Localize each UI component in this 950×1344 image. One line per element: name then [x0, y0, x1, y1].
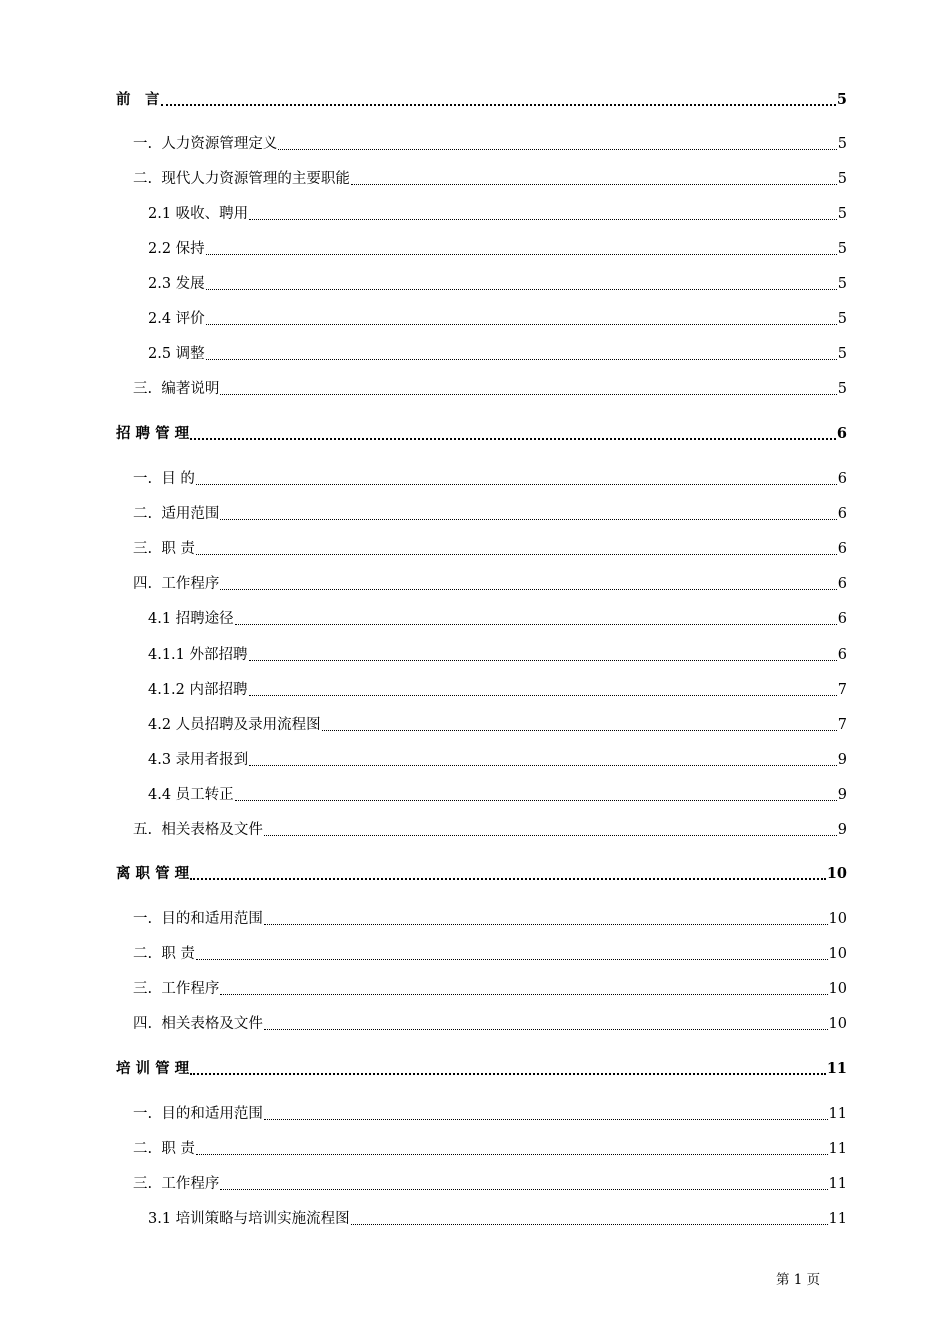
leader-dots	[196, 1153, 828, 1155]
toc-entry-label: 一. 人力资源管理定义	[133, 136, 278, 152]
toc-entry-label: 四. 相关表格及文件	[133, 1016, 263, 1032]
toc-page-number: 6	[837, 471, 847, 487]
toc-entry-label: 四. 工作程序	[133, 576, 220, 592]
toc-entry[interactable]	[133, 1103, 847, 1125]
leader-dots	[235, 799, 837, 801]
toc-entry-label: 4.3 录用者报到	[148, 752, 249, 768]
toc-page-number: 11	[828, 1211, 847, 1227]
toc-page-number: 6	[837, 576, 847, 592]
toc-page-number: 5	[837, 381, 847, 397]
toc-entry-label: 三. 职 责	[133, 541, 195, 557]
toc-entry[interactable]	[133, 1138, 847, 1160]
toc-page-number: 5	[837, 171, 847, 187]
leader-dots	[196, 483, 837, 485]
toc-entry[interactable]	[148, 238, 847, 260]
toc-entry[interactable]	[133, 503, 847, 525]
leader-dots	[220, 393, 836, 395]
toc-entry-label: 前 言	[116, 91, 160, 108]
toc-page-number: 6	[837, 647, 847, 663]
toc-entry[interactable]	[133, 573, 847, 595]
leader-dots	[322, 729, 837, 731]
toc-entry[interactable]	[148, 714, 847, 736]
leader-dots	[264, 923, 828, 925]
toc-page-number: 11	[828, 1176, 847, 1192]
toc-entry[interactable]	[116, 89, 847, 111]
toc-entry-label: 4.1.2 内部招聘	[148, 682, 248, 698]
leader-dots	[190, 437, 836, 440]
toc-page-number: 9	[837, 822, 847, 838]
leader-dots	[206, 253, 837, 255]
toc-page-number: 6	[837, 541, 847, 557]
leader-dots	[235, 623, 837, 625]
toc-page-number: 5	[837, 241, 847, 257]
leader-dots	[220, 518, 836, 520]
toc-page-number: 9	[837, 752, 847, 768]
toc-entry[interactable]	[133, 168, 847, 190]
toc-page-number: 5	[837, 206, 847, 222]
toc-entry-label: 一. 目的和适用范围	[133, 911, 263, 927]
toc-entry[interactable]	[148, 644, 847, 666]
leader-dots	[278, 148, 836, 150]
leader-dots	[161, 103, 836, 106]
leader-dots	[220, 1188, 827, 1190]
leader-dots	[196, 958, 828, 960]
toc-entry[interactable]	[148, 203, 847, 225]
toc-entry[interactable]	[133, 538, 847, 560]
toc-page-number: 5	[837, 136, 847, 152]
leader-dots	[196, 553, 837, 555]
toc-entry-label: 离 职 管 理	[116, 865, 190, 882]
toc-entry-label: 二. 职 责	[133, 946, 195, 962]
leader-dots	[264, 1028, 828, 1030]
toc-entry-label: 4.1 招聘途径	[148, 611, 234, 627]
leader-dots	[351, 1223, 828, 1225]
toc-page-number: 11	[828, 1141, 847, 1157]
toc-entry[interactable]	[148, 1208, 847, 1230]
toc-entry-label: 2.3 发展	[148, 276, 205, 292]
toc-entry-label: 招 聘 管 理	[116, 425, 190, 442]
toc-entry[interactable]	[148, 308, 847, 330]
toc-page-number: 11	[828, 1106, 847, 1122]
leader-dots	[220, 993, 827, 995]
toc-entry[interactable]	[148, 749, 847, 771]
toc-entry-label: 二. 职 责	[133, 1141, 195, 1157]
toc-entry[interactable]	[133, 819, 847, 841]
toc-entry[interactable]	[133, 943, 847, 965]
leader-dots	[206, 288, 837, 290]
toc-entry-label: 4.4 员工转正	[148, 787, 234, 803]
toc-entry[interactable]	[116, 863, 847, 885]
toc-entry[interactable]	[116, 1058, 847, 1080]
toc-entry[interactable]	[133, 1013, 847, 1035]
toc-entry[interactable]	[133, 1173, 847, 1195]
toc-page-number: 11	[826, 1060, 847, 1077]
toc-entry[interactable]	[148, 343, 847, 365]
toc-page-number: 7	[837, 717, 847, 733]
leader-dots	[249, 764, 837, 766]
leader-dots	[190, 1072, 826, 1075]
toc-page-number: 10	[828, 911, 847, 927]
leader-dots	[190, 877, 826, 880]
leader-dots	[220, 588, 836, 590]
toc-entry-label: 2.5 调整	[148, 346, 205, 362]
toc-page-number: 5	[837, 311, 847, 327]
leader-dots	[206, 323, 837, 325]
toc-entry-label: 4.2 人员招聘及录用流程图	[148, 717, 321, 733]
toc-entry[interactable]	[133, 133, 847, 155]
leader-dots	[249, 659, 837, 661]
toc-entry-label: 3.1 培训策略与培训实施流程图	[148, 1211, 350, 1227]
leader-dots	[264, 834, 837, 836]
toc-entry[interactable]	[148, 679, 847, 701]
toc-page-number: 10	[826, 865, 847, 882]
toc-page-number: 5	[837, 276, 847, 292]
toc-entry[interactable]	[148, 608, 847, 630]
toc-entry[interactable]	[148, 784, 847, 806]
toc-entry[interactable]	[133, 908, 847, 930]
toc-entry-label: 二. 适用范围	[133, 506, 220, 522]
toc-entry[interactable]	[116, 423, 847, 445]
leader-dots	[249, 218, 837, 220]
toc-page-number: 10	[828, 946, 847, 962]
toc-entry-label: 三. 工作程序	[133, 981, 220, 997]
leader-dots	[264, 1118, 828, 1120]
toc-entry-label: 三. 工作程序	[133, 1176, 220, 1192]
toc-page-number: 5	[836, 91, 847, 108]
leader-dots	[206, 358, 837, 360]
toc-entry-label: 2.2 保持	[148, 241, 205, 257]
toc-entry-label: 一. 目的和适用范围	[133, 1106, 263, 1122]
toc-entry-label: 4.1.1 外部招聘	[148, 647, 248, 663]
toc-page-number: 6	[837, 506, 847, 522]
toc-entry-label: 培 训 管 理	[116, 1060, 190, 1077]
toc-entry[interactable]	[133, 468, 847, 490]
toc-entry-label: 2.4 评价	[148, 311, 205, 327]
toc-entry-label: 一. 目 的	[133, 471, 195, 487]
toc-page-number: 10	[828, 981, 847, 997]
toc-page-number: 10	[828, 1016, 847, 1032]
toc-page-number: 6	[837, 611, 847, 627]
page-footer-number: 第 1 页	[776, 1272, 821, 1288]
toc-entry-label: 二. 现代人力资源管理的主要职能	[133, 171, 350, 187]
toc-page-number: 9	[837, 787, 847, 803]
leader-dots	[249, 694, 837, 696]
toc-entry[interactable]	[133, 378, 847, 400]
toc-entry-label: 三. 编著说明	[133, 381, 220, 397]
toc-page-number: 6	[836, 425, 847, 442]
toc-entry-label: 五. 相关表格及文件	[133, 822, 263, 838]
toc-page-number: 5	[837, 346, 847, 362]
toc-page-number: 7	[837, 682, 847, 698]
toc-entry[interactable]	[133, 978, 847, 1000]
toc-entry[interactable]	[148, 273, 847, 295]
leader-dots	[351, 183, 837, 185]
toc-entry-label: 2.1 吸收、聘用	[148, 206, 249, 222]
